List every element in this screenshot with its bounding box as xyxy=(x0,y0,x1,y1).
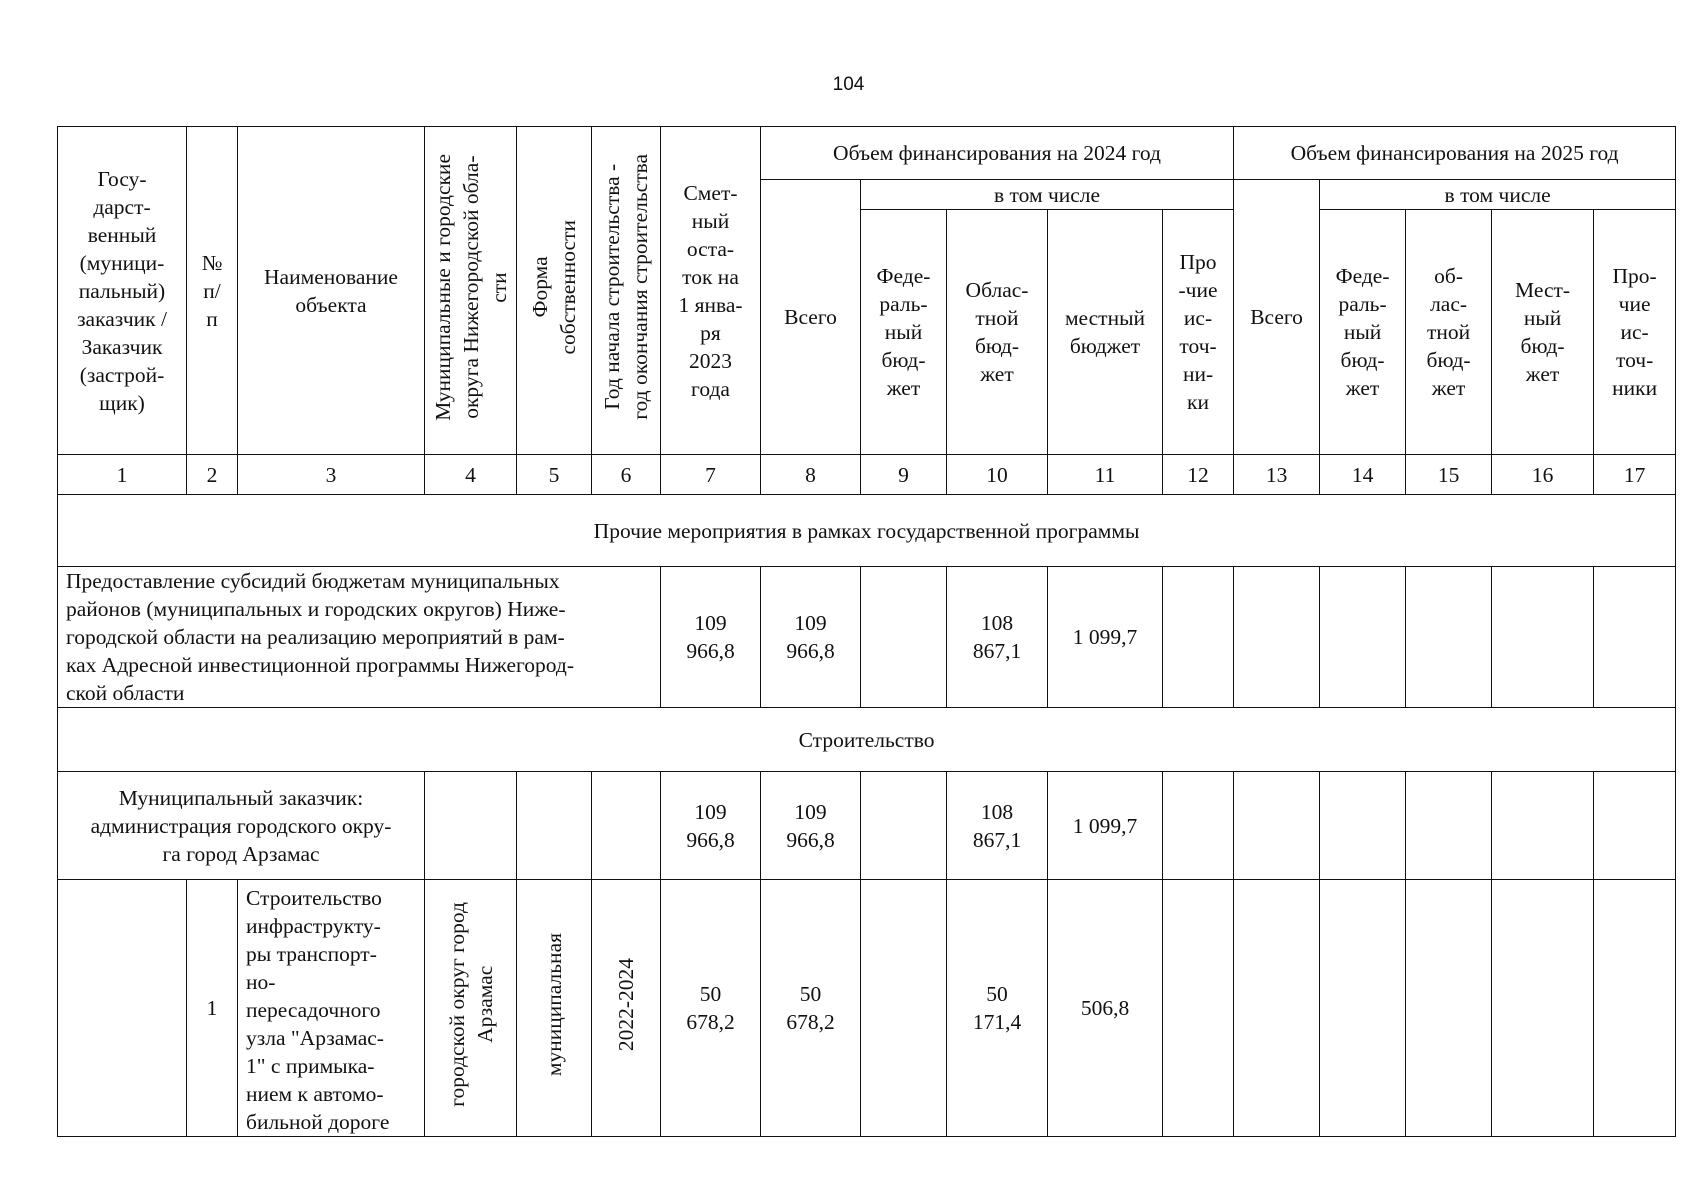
header-ownership: Форма собственности xyxy=(517,127,592,455)
subsidy-regional-2025 xyxy=(1406,567,1492,708)
header-number: № п/ п xyxy=(187,127,238,455)
customer-row xyxy=(58,772,1676,880)
header-other-2025: Про- чие ис- точ- ники xyxy=(1594,210,1676,455)
col-num: 3 xyxy=(238,455,425,495)
col-num: 12 xyxy=(1163,455,1234,495)
customer-federal-2025 xyxy=(1320,772,1406,880)
subsidy-local-2024: 1 099,7 xyxy=(1048,567,1163,708)
col-num: 14 xyxy=(1320,455,1406,495)
customer-regional-2024: 108 867,1 xyxy=(947,772,1048,880)
col-num: 11 xyxy=(1048,455,1163,495)
subsidy-total-2024: 109 966,8 xyxy=(761,567,861,708)
header-estimate-balance: Смет- ный оста- ток на 1 янва- ря 2023 года xyxy=(661,127,761,455)
object-estimate: 50 678,2 xyxy=(661,880,761,1137)
customer-years xyxy=(592,772,661,880)
object-district: городской округ город Арзамас xyxy=(425,880,517,1137)
header-federal-2024: Феде- раль- ный бюд- жет xyxy=(861,210,947,455)
col-num: 6 xyxy=(592,455,661,495)
header-total-2025: Всего xyxy=(1234,180,1320,455)
customer-federal-2024 xyxy=(861,772,947,880)
object-regional-2024: 50 171,4 xyxy=(947,880,1048,1137)
customer-local-2024: 1 099,7 xyxy=(1048,772,1163,880)
customer-local-2025 xyxy=(1492,772,1594,880)
header-object-name: Наименование объекта xyxy=(238,127,425,455)
object-federal-2024 xyxy=(861,880,947,1137)
col-num: 15 xyxy=(1406,455,1492,495)
object-customer xyxy=(58,880,187,1137)
subsidy-total-2025 xyxy=(1234,567,1320,708)
customer-total-2025 xyxy=(1234,772,1320,880)
header-local-2024: местный бюджет xyxy=(1048,210,1163,455)
header-local-2025: Мест- ный бюд- жет xyxy=(1492,210,1594,455)
col-num: 8 xyxy=(761,455,861,495)
header-other-2024: Про -чие ис- точ- ни- ки xyxy=(1163,210,1234,455)
object-total-2024: 50 678,2 xyxy=(761,880,861,1137)
subsidy-regional-2024: 108 867,1 xyxy=(947,567,1048,708)
object-name: Строительство инфраструкту- ры транспорт- но- пересадочного узла "Арзамас- 1" с примыка- нием к автомо- бильной дороге xyxy=(238,880,425,1137)
object-other-2025 xyxy=(1594,880,1676,1137)
customer-district xyxy=(425,772,517,880)
customer-other-2025 xyxy=(1594,772,1676,880)
header-federal-2025: Феде- раль- ный бюд- жет xyxy=(1320,210,1406,455)
header-customer: Госу- дарст- венный (муници- пальный) заказчик / Заказчик (застрой- щик) xyxy=(58,127,187,455)
object-total-2025 xyxy=(1234,880,1320,1137)
header-total-2024: Всего xyxy=(761,180,861,455)
col-num: 9 xyxy=(861,455,947,495)
header-years: Год начала строительства - год окончания строительства xyxy=(592,127,661,455)
header-regional-2025: об- лас- тной бюд- жет xyxy=(1406,210,1492,455)
header-including-2025: в том числе xyxy=(1320,180,1676,210)
col-num: 10 xyxy=(947,455,1048,495)
object-number: 1 xyxy=(187,880,238,1137)
col-num: 7 xyxy=(661,455,761,495)
header-group-2025: Объем финансирования на 2025 год xyxy=(1234,127,1676,180)
col-num: 4 xyxy=(425,455,517,495)
customer-ownership xyxy=(517,772,592,880)
subsidy-name: Предоставление субсидий бюджетам муниципальных районов (муниципальных и городских округов) Ниже- городской области на реализацию мероприятий в рам- ках Адресной инвестиционной программы Нижегород- ской области xyxy=(58,567,661,708)
object-local-2024: 506,8 xyxy=(1048,880,1163,1137)
subsidy-federal-2025 xyxy=(1320,567,1406,708)
column-numbers-row xyxy=(58,455,1676,495)
col-num: 13 xyxy=(1234,455,1320,495)
customer-other-2024 xyxy=(1163,772,1234,880)
customer-total-2024: 109 966,8 xyxy=(761,772,861,880)
col-num: 5 xyxy=(517,455,592,495)
col-num: 1 xyxy=(58,455,187,495)
header-regional-2024: Облас- тной бюд- жет xyxy=(947,210,1048,455)
header-district: Муниципальные и городские округа Нижегородской обла- сти xyxy=(425,127,517,455)
object-local-2025 xyxy=(1492,880,1594,1137)
col-num: 17 xyxy=(1594,455,1676,495)
section-title-other-activities: Прочие мероприятия в рамках государственной программы xyxy=(58,495,1676,567)
subsidy-federal-2024 xyxy=(861,567,947,708)
financing-table xyxy=(57,126,1676,1137)
object-other-2024 xyxy=(1163,880,1234,1137)
col-num: 16 xyxy=(1492,455,1594,495)
object-federal-2025 xyxy=(1320,880,1406,1137)
col-num: 2 xyxy=(187,455,238,495)
subsidy-local-2025 xyxy=(1492,567,1594,708)
customer-regional-2025 xyxy=(1406,772,1492,880)
subsidy-other-2024 xyxy=(1163,567,1234,708)
object-ownership: муниципальная xyxy=(517,880,592,1137)
section-title-construction: Строительство xyxy=(58,708,1676,772)
customer-estimate: 109 966,8 xyxy=(661,772,761,880)
subsidy-row xyxy=(58,567,1676,708)
object-regional-2025 xyxy=(1406,880,1492,1137)
object-row xyxy=(58,880,1676,1137)
header-including-2024: в том числе xyxy=(861,180,1234,210)
subsidy-estimate: 109 966,8 xyxy=(661,567,761,708)
object-years: 2022-2024 xyxy=(592,880,661,1137)
subsidy-other-2025 xyxy=(1594,567,1676,708)
page-number: 104 xyxy=(832,74,865,95)
customer-name: Муниципальный заказчик: администрация городского окру- га город Арзамас xyxy=(58,772,425,880)
header-group-2024: Объем финансирования на 2024 год xyxy=(761,127,1234,180)
